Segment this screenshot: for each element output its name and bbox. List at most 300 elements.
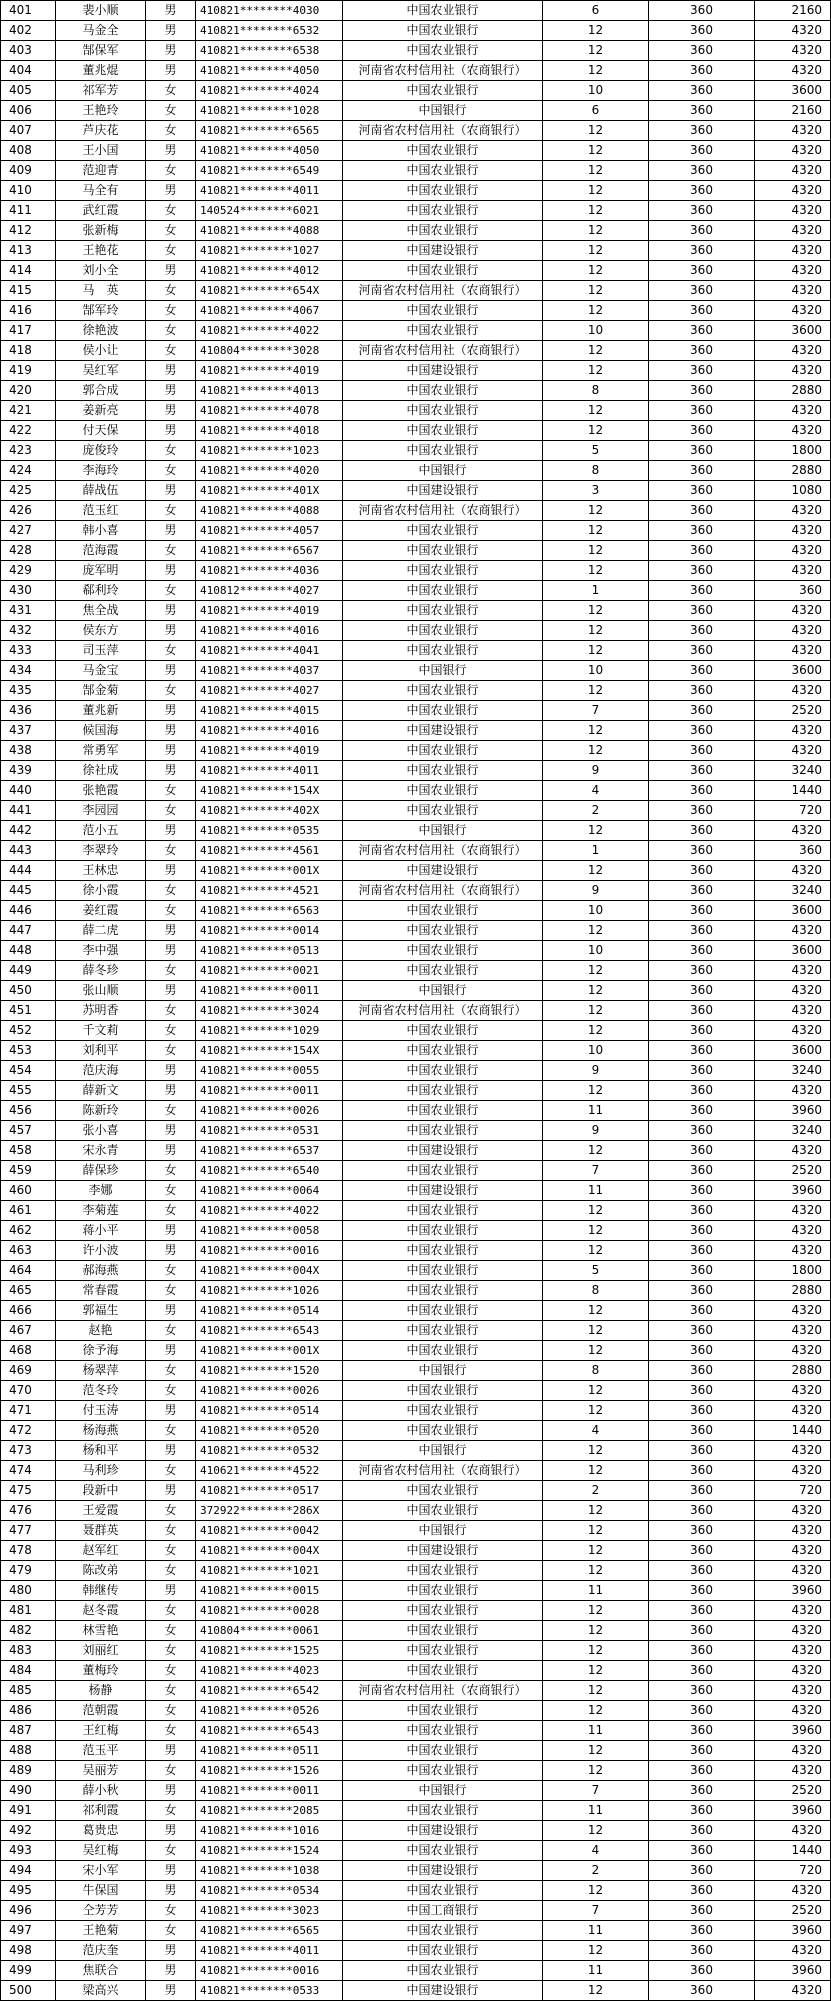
months: 12 [543,421,649,441]
id-number: 410821********1526 [196,1761,343,1781]
table-row [1,421,831,441]
bank-name: 中国建设银行 [343,1181,543,1201]
total-amount: 2160 [755,1,831,21]
total-amount: 4320 [755,301,831,321]
id-number: 410821********4050 [196,61,343,81]
person-name: 薛保珍 [56,1161,146,1181]
months: 2 [543,1481,649,1501]
bank-name: 中国农业银行 [343,1841,543,1861]
months: 12 [543,121,649,141]
row-number: 469 [1,1361,56,1381]
row-number: 401 [1,1,56,21]
bank-name: 中国工商银行 [343,1901,543,1921]
monthly-amount: 360 [649,301,755,321]
bank-name: 中国建设银行 [343,721,543,741]
table-row [1,1801,831,1821]
months: 12 [543,521,649,541]
monthly-amount: 360 [649,1021,755,1041]
id-number: 410812********4027 [196,581,343,601]
monthly-amount: 360 [649,181,755,201]
total-amount: 4320 [755,401,831,421]
table-row [1,841,831,861]
gender: 男 [146,21,196,41]
total-amount: 4320 [755,1521,831,1541]
months: 12 [543,681,649,701]
gender: 男 [146,381,196,401]
table-row [1,1921,831,1941]
bank-name: 中国农业银行 [343,1701,543,1721]
table-row [1,1521,831,1541]
months: 12 [543,261,649,281]
months: 12 [543,221,649,241]
table-row [1,1681,831,1701]
person-name: 薛战伍 [56,481,146,501]
monthly-amount: 360 [649,901,755,921]
row-number: 476 [1,1501,56,1521]
id-number: 410821********0531 [196,1121,343,1141]
bank-name: 中国农业银行 [343,221,543,241]
row-number: 404 [1,61,56,81]
id-number: 410821********4011 [196,1941,343,1961]
person-name: 薛冬珍 [56,961,146,981]
table-row [1,541,831,561]
row-number: 494 [1,1861,56,1881]
table-row [1,1201,831,1221]
person-name: 蒋小平 [56,1221,146,1241]
bank-name: 中国农业银行 [343,1481,543,1501]
table-row [1,821,831,841]
person-name: 吴丽芳 [56,1761,146,1781]
person-name: 林雪艳 [56,1621,146,1641]
row-number: 425 [1,481,56,501]
id-number: 410821********001X [196,861,343,881]
months: 6 [543,101,649,121]
months: 11 [543,1801,649,1821]
total-amount: 4320 [755,561,831,581]
monthly-amount: 360 [649,781,755,801]
id-number: 410821********4022 [196,1201,343,1221]
table-row [1,61,831,81]
months: 12 [543,721,649,741]
months: 12 [543,1881,649,1901]
person-name: 赵艳 [56,1321,146,1341]
total-amount: 4320 [755,961,831,981]
table-row [1,81,831,101]
total-amount: 4320 [755,1321,831,1341]
person-name: 张新梅 [56,221,146,241]
total-amount: 1800 [755,441,831,461]
monthly-amount: 360 [649,261,755,281]
row-number: 460 [1,1181,56,1201]
row-number: 468 [1,1341,56,1361]
bank-name: 中国农业银行 [343,761,543,781]
table-row [1,1481,831,1501]
monthly-amount: 360 [649,1241,755,1261]
gender: 女 [146,341,196,361]
table-row [1,1941,831,1961]
gender: 女 [146,241,196,261]
total-amount: 4320 [755,1661,831,1681]
bank-name: 中国农业银行 [343,1421,543,1441]
id-number: 410821********4020 [196,461,343,481]
bank-name: 中国农业银行 [343,1201,543,1221]
row-number: 496 [1,1901,56,1921]
id-number: 410821********1520 [196,1361,343,1381]
person-name: 马 英 [56,281,146,301]
table-row [1,1401,831,1421]
table-row [1,1341,831,1361]
total-amount: 2880 [755,1281,831,1301]
person-name: 姜红霞 [56,901,146,921]
gender: 女 [146,101,196,121]
gender: 男 [146,561,196,581]
monthly-amount: 360 [649,81,755,101]
person-name: 徐社成 [56,761,146,781]
gender: 女 [146,881,196,901]
months: 12 [543,301,649,321]
table-row [1,721,831,741]
id-number: 410821********4088 [196,221,343,241]
person-name: 千文莉 [56,1021,146,1041]
person-name: 候国海 [56,721,146,741]
total-amount: 4320 [755,361,831,381]
table-row [1,1301,831,1321]
row-number: 437 [1,721,56,741]
row-number: 495 [1,1881,56,1901]
id-number: 410821********4521 [196,881,343,901]
bank-name: 中国农业银行 [343,1621,543,1641]
gender: 女 [146,1621,196,1641]
monthly-amount: 360 [649,1761,755,1781]
person-name: 杨翠萍 [56,1361,146,1381]
monthly-amount: 360 [649,761,755,781]
bank-name: 中国建设银行 [343,1541,543,1561]
person-name: 王艳玲 [56,101,146,121]
gender: 女 [146,1801,196,1821]
row-number: 492 [1,1821,56,1841]
months: 12 [543,1141,649,1161]
months: 11 [543,1721,649,1741]
row-number: 472 [1,1421,56,1441]
bank-name: 河南省农村信用社（农商银行） [343,61,543,81]
id-number: 410821********4022 [196,321,343,341]
id-number: 410821********6540 [196,1161,343,1181]
gender: 男 [146,1301,196,1321]
months: 12 [543,1321,649,1341]
person-name: 陈新玲 [56,1101,146,1121]
person-name: 芦庆花 [56,121,146,141]
row-number: 477 [1,1521,56,1541]
bank-name: 中国农业银行 [343,1341,543,1361]
total-amount: 1800 [755,1261,831,1281]
table-row [1,221,831,241]
bank-name: 中国农业银行 [343,1321,543,1341]
gender: 女 [146,1841,196,1861]
gender: 女 [146,1761,196,1781]
person-name: 武红霞 [56,201,146,221]
row-number: 409 [1,161,56,181]
monthly-amount: 360 [649,561,755,581]
gender: 男 [146,41,196,61]
row-number: 457 [1,1121,56,1141]
total-amount: 360 [755,841,831,861]
gender: 男 [146,361,196,381]
id-number: 410821********3023 [196,1901,343,1921]
monthly-amount: 360 [649,981,755,1001]
months: 12 [543,921,649,941]
bank-name: 中国农业银行 [343,1721,543,1741]
row-number: 462 [1,1221,56,1241]
id-number: 410821********0028 [196,1601,343,1621]
id-number: 410821********1027 [196,241,343,261]
gender: 男 [146,1741,196,1761]
id-number: 410821********4011 [196,181,343,201]
total-amount: 2880 [755,461,831,481]
bank-name: 中国农业银行 [343,81,543,101]
row-number: 480 [1,1581,56,1601]
person-name: 聂群英 [56,1521,146,1541]
months: 12 [543,1621,649,1641]
bank-name: 中国农业银行 [343,1221,543,1241]
table-row [1,1541,831,1561]
row-number: 403 [1,41,56,61]
id-number: 410821********0015 [196,1581,343,1601]
monthly-amount: 360 [649,341,755,361]
id-number: 410821********1016 [196,1821,343,1841]
total-amount: 3600 [755,901,831,921]
months: 11 [543,1961,649,1981]
total-amount: 4320 [755,1881,831,1901]
id-number: 410821********6563 [196,901,343,921]
monthly-amount: 360 [649,1381,755,1401]
row-number: 429 [1,561,56,581]
total-amount: 4320 [755,281,831,301]
table-row [1,1021,831,1041]
person-name: 许小波 [56,1241,146,1261]
monthly-amount: 360 [649,1781,755,1801]
bank-name: 中国农业银行 [343,161,543,181]
gender: 女 [146,161,196,181]
gender: 女 [146,781,196,801]
table-row [1,761,831,781]
months: 12 [543,1001,649,1021]
table-row [1,401,831,421]
total-amount: 4320 [755,61,831,81]
monthly-amount: 360 [649,481,755,501]
months: 12 [543,561,649,581]
total-amount: 4320 [755,421,831,441]
person-name: 郗利玲 [56,581,146,601]
total-amount: 3600 [755,1041,831,1061]
total-amount: 3960 [755,1961,831,1981]
row-number: 406 [1,101,56,121]
table-row [1,1001,831,1021]
person-name: 王小国 [56,141,146,161]
total-amount: 4320 [755,1941,831,1961]
table-row [1,1041,831,1061]
gender: 男 [146,1781,196,1801]
monthly-amount: 360 [649,1921,755,1941]
total-amount: 4320 [755,641,831,661]
total-amount: 3960 [755,1181,831,1201]
monthly-amount: 360 [649,961,755,981]
bank-name: 中国农业银行 [343,321,543,341]
id-number: 410821********4036 [196,561,343,581]
table-row [1,1701,831,1721]
bank-name: 中国银行 [343,821,543,841]
person-name: 吴红梅 [56,1841,146,1861]
table-row [1,41,831,61]
table-row [1,1841,831,1861]
months: 4 [543,1841,649,1861]
table-row [1,1821,831,1841]
months: 12 [543,1741,649,1761]
monthly-amount: 360 [649,461,755,481]
months: 12 [543,61,649,81]
id-number: 410821********2085 [196,1801,343,1821]
row-number: 484 [1,1661,56,1681]
gender: 男 [146,481,196,501]
gender: 女 [146,121,196,141]
bank-name: 河南省农村信用社（农商银行） [343,1001,543,1021]
gender: 女 [146,1361,196,1381]
id-number: 410821********4019 [196,601,343,621]
row-number: 452 [1,1021,56,1041]
person-name: 赵军红 [56,1541,146,1561]
person-name: 杨静 [56,1681,146,1701]
person-name: 常勇军 [56,741,146,761]
person-name: 薛小秋 [56,1781,146,1801]
monthly-amount: 360 [649,1541,755,1561]
months: 1 [543,581,649,601]
row-number: 470 [1,1381,56,1401]
total-amount: 4320 [755,541,831,561]
months: 12 [543,541,649,561]
table-row [1,161,831,181]
months: 10 [543,901,649,921]
gender: 男 [146,1,196,21]
table-row [1,501,831,521]
bank-name: 中国银行 [343,1521,543,1541]
id-number: 410821********6549 [196,161,343,181]
monthly-amount: 360 [649,1321,755,1341]
bank-name: 中国农业银行 [343,1,543,21]
table-row [1,561,831,581]
bank-name: 中国农业银行 [343,1961,543,1981]
monthly-amount: 360 [649,1641,755,1661]
row-number: 440 [1,781,56,801]
months: 12 [543,1701,649,1721]
gender: 女 [146,1521,196,1541]
bank-name: 中国农业银行 [343,561,543,581]
total-amount: 4320 [755,1541,831,1561]
total-amount: 3960 [755,1801,831,1821]
id-number: 410821********4078 [196,401,343,421]
months: 7 [543,1161,649,1181]
monthly-amount: 360 [649,1881,755,1901]
gender: 女 [146,1041,196,1061]
person-name: 郜军玲 [56,301,146,321]
gender: 男 [146,761,196,781]
months: 2 [543,1861,649,1881]
row-number: 415 [1,281,56,301]
monthly-amount: 360 [649,1601,755,1621]
bank-name: 中国农业银行 [343,201,543,221]
id-number: 410821********154X [196,781,343,801]
months: 12 [543,241,649,261]
row-number: 493 [1,1841,56,1861]
person-name: 段新中 [56,1481,146,1501]
bank-name: 中国建设银行 [343,861,543,881]
monthly-amount: 360 [649,1981,755,2001]
table-row [1,521,831,541]
months: 12 [543,1661,649,1681]
bank-name: 中国农业银行 [343,1661,543,1681]
gender: 女 [146,901,196,921]
monthly-amount: 360 [649,1721,755,1741]
months: 5 [543,1261,649,1281]
gender: 男 [146,1961,196,1981]
monthly-amount: 360 [649,1441,755,1461]
total-amount: 4320 [755,1761,831,1781]
months: 12 [543,501,649,521]
table-row [1,621,831,641]
gender: 女 [146,81,196,101]
id-number: 410821********0511 [196,1741,343,1761]
id-number: 410821********4067 [196,301,343,321]
bank-name: 中国农业银行 [343,641,543,661]
table-row [1,261,831,281]
table-row [1,1221,831,1241]
bank-name: 中国农业银行 [343,41,543,61]
monthly-amount: 360 [649,661,755,681]
table-row [1,341,831,361]
gender: 女 [146,441,196,461]
bank-name: 中国银行 [343,981,543,1001]
id-number: 410821********4041 [196,641,343,661]
id-number: 410821********0513 [196,941,343,961]
table-row [1,1661,831,1681]
months: 12 [543,1981,649,2001]
table-row [1,941,831,961]
id-number: 410821********4024 [196,81,343,101]
row-number: 446 [1,901,56,921]
months: 12 [543,1381,649,1401]
total-amount: 4320 [755,201,831,221]
table-row [1,1881,831,1901]
months: 10 [543,321,649,341]
person-name: 王艳花 [56,241,146,261]
total-amount: 4320 [755,261,831,281]
id-number: 410821********4015 [196,701,343,721]
person-name: 姜新亮 [56,401,146,421]
row-number: 428 [1,541,56,561]
table-row [1,781,831,801]
id-number: 410821********0011 [196,1781,343,1801]
months: 12 [543,341,649,361]
row-number: 488 [1,1741,56,1761]
table-row [1,481,831,501]
total-amount: 4320 [755,1341,831,1361]
id-number: 410821********4016 [196,621,343,641]
id-number: 410821********0011 [196,1081,343,1101]
gender: 男 [146,1121,196,1141]
person-name: 王爱霞 [56,1501,146,1521]
months: 12 [543,181,649,201]
total-amount: 360 [755,581,831,601]
person-name: 庞俊玲 [56,441,146,461]
months: 7 [543,1901,649,1921]
